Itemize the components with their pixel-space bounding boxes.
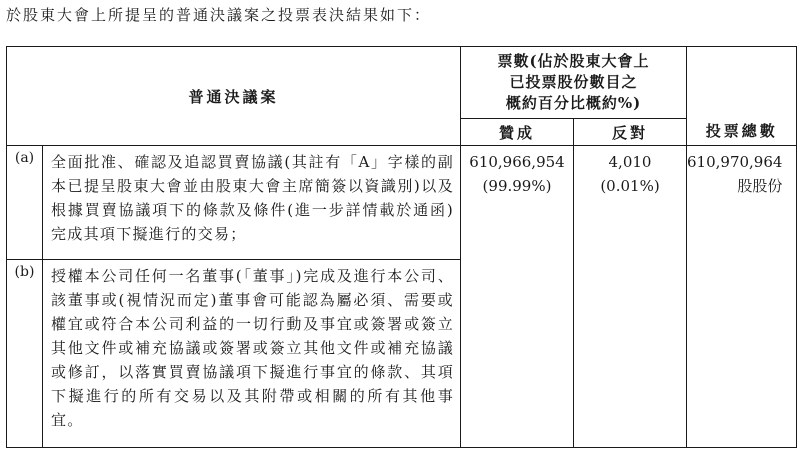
intro-text: 於股東大會上所提呈的普通決議案之投票表決結果如下： xyxy=(6,6,432,24)
total-votes-header xyxy=(687,47,797,146)
against-votes-value: 4,010 xyxy=(608,153,652,171)
votes-header-line3: 概約百分比概約%) xyxy=(505,94,642,112)
row-b-label: (b) xyxy=(7,260,43,448)
against-votes-percent: (0.01%) xyxy=(600,177,660,195)
row-b-text: 授權本公司任何一名董事(「董事」)完成及進行本公司、該董事或(視情況而定)董事會可能認為屬必須、需要或權宜或符合本公司利益的一切行動及事宜或簽署或簽立其他文件或補充協議或簽署或簽立其他文件或補充協議或修訂，以落實買賣協議項下擬進行事宜的條款、其項下擬進行的所有交易以及其附帶或相關的所有其他事宜。 xyxy=(43,260,461,448)
poll-results-table xyxy=(6,46,797,448)
for-header: 贊成 xyxy=(461,119,574,146)
for-votes-cell xyxy=(461,146,574,448)
for-votes-percent: (99.99%) xyxy=(482,177,552,195)
votes-header-line1: 票數(佔於股東大會上 xyxy=(497,52,650,70)
against-votes-cell xyxy=(574,146,687,448)
total-votes-cell xyxy=(687,146,797,448)
total-votes-value: 610,970,964 xyxy=(687,153,783,171)
total-votes-unit: 股股份 xyxy=(737,177,783,195)
votes-header-line2: 已投票股份數目之 xyxy=(509,73,638,91)
resolutions-header-label: 普通決議案 xyxy=(188,87,279,106)
row-a-label: (a) xyxy=(7,146,43,260)
row-a-text: 全面批准、確認及追認買賣協議(其註有「A」字樣的副本已提呈股東大會並由股東大會主席簡簽以資識別)以及根據買賣協議項下的條款及條件(進一步詳情載於通函)完成其項下擬進行的交易； xyxy=(43,146,461,260)
votes-header xyxy=(461,47,687,119)
resolutions-header xyxy=(7,47,461,146)
total-votes-header-label: 投票總數 xyxy=(705,122,778,140)
for-votes-value: 610,966,954 xyxy=(469,153,565,171)
against-header: 反對 xyxy=(574,119,687,146)
